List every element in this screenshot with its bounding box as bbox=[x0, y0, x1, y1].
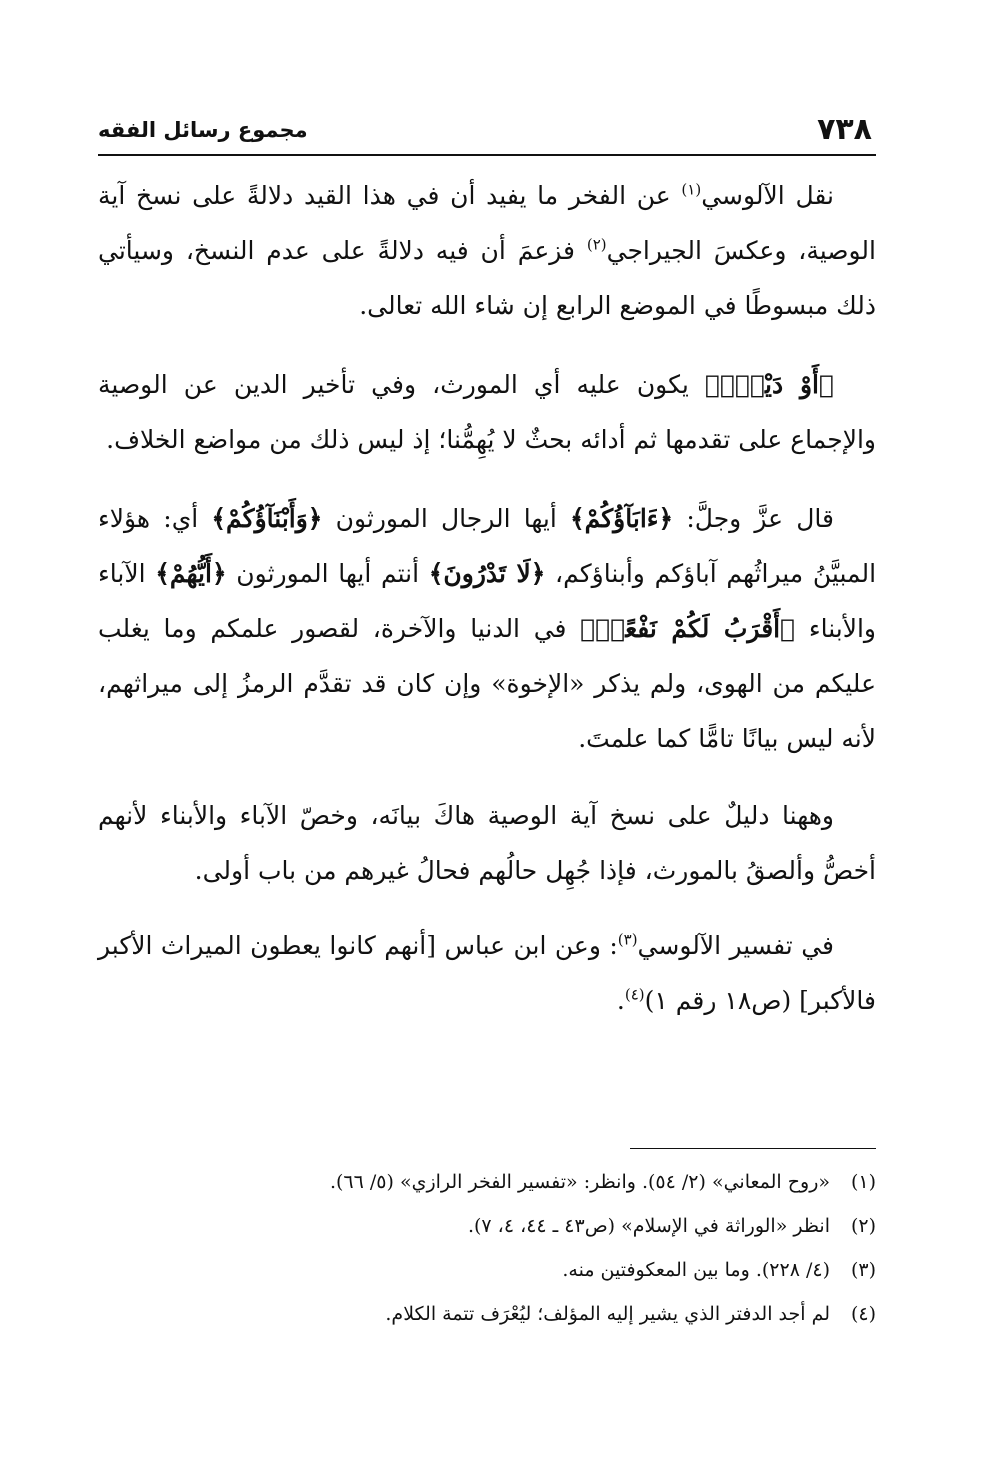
footnote-3 bbox=[98, 1248, 876, 1292]
paragraph-1-text-b: عن الفخر ما يفيد أن في هذا القيد دلالةً على نسخ آية الوصية، وعكسَ الجيراجي bbox=[98, 181, 876, 265]
paragraph-1-text-a: نقل الآلوسي bbox=[701, 181, 834, 210]
footnotes bbox=[98, 1160, 876, 1336]
quran-quote: ﴿أَوْ دَيْنٍۗ﴾ bbox=[705, 370, 835, 399]
footnote-ref-4: (٤) bbox=[624, 985, 645, 1004]
quran-quote: ﴿وَأَبْنَآؤُكُمْ﴾ bbox=[211, 504, 323, 533]
paragraph-3-text-f: في الدنيا والآخرة، لقصور علمكم وما يغلب عليكم من الهوى، ولم يذكر «الإخوة» وإن كان قد تقدَّم الرمزُ إلى ميراثهم، لأنه ليس بيانًا تامًّا كما علمتَ. bbox=[98, 614, 876, 753]
footnote-ref-2: (٢) bbox=[586, 235, 607, 254]
paragraph-5-text-c: . bbox=[616, 986, 625, 1015]
paragraph-1-text-c: فزعمَ أن فيه دلالةً على عدم النسخ، وسيأتي ذلك مبسوطًا في الموضع الرابع إن شاء الله تعالى. bbox=[98, 236, 876, 320]
footnote-text: لم أجد الدفتر الذي يشير إليه المؤلف؛ ليُعْرَف تتمة الكلام. bbox=[385, 1303, 830, 1325]
footnote-text: انظر «الوراثة في الإسلام» (ص٤٣ ـ ٤٤، ٤، ٧). bbox=[467, 1215, 830, 1237]
footnote-number: (٤) bbox=[850, 1303, 876, 1325]
paragraph-4: وههنا دليلٌ على نسخ آية الوصية هاكَ بيانَه، وخصّ الآباء والأبناء لأنهم أخصُّ وألصقُ بالمورث، فإذا جُهِل حالُهم فحالُ غيرهم من باب أولى. bbox=[98, 801, 876, 885]
paragraph-1 bbox=[98, 168, 876, 333]
quran-quote: ﴿أَيُّهُمْ﴾ bbox=[155, 559, 227, 588]
footnote-2 bbox=[98, 1204, 876, 1248]
footnote-text: «روح المعاني» (٢/ ٥٤). وانظر: «تفسير الفخر الرازي» (٥/ ٦٦). bbox=[329, 1171, 830, 1193]
paragraph-5-text-a: في تفسير الآلوسي bbox=[637, 931, 834, 960]
paragraph-3-text-d: أنتم أيها المورثون bbox=[226, 559, 429, 588]
paragraph-3-text-b: أيها الرجال المورثون bbox=[322, 504, 570, 533]
footnote-text: (٤/ ٢٢٨). وما بين المعكوفتين منه. bbox=[562, 1259, 830, 1281]
footnote-4 bbox=[98, 1292, 876, 1336]
footnote-1 bbox=[98, 1160, 876, 1204]
footnote-ref-3: (٣) bbox=[617, 930, 638, 949]
paragraph-3-text-a: قال عزَّ وجلَّ: bbox=[673, 504, 834, 533]
paragraph-3 bbox=[98, 491, 876, 766]
footnote-number: (٣) bbox=[850, 1259, 876, 1281]
paragraph-5-text-b: : وعن ابن عباس [أنهم كانوا يعطون الميراث الأكبر فالأكبر] (ص١٨ رقم ١) bbox=[98, 931, 876, 1015]
quran-quote: ﴿أَقْرَبُ لَكُمْ نَفْعًاۚ﴾ bbox=[580, 614, 796, 643]
quran-quote: ﴿لَا تَدْرُونَ﴾ bbox=[428, 559, 546, 588]
page-number: ٧٣٨ bbox=[817, 112, 872, 147]
running-title: مجموع رسائل الفقه bbox=[98, 118, 308, 142]
quran-quote: ﴿ءَابَآؤُكُمْ﴾ bbox=[569, 504, 674, 533]
paragraph-2-text: يكون عليه أي المورث، وفي تأخير الدين عن الوصية والإجماع على تقدمها ثم أدائه بحثٌ لا يُهِمُّنا؛ إذ ليس ذلك من مواضع الخلاف. bbox=[98, 370, 876, 454]
footnote-ref-1: (١) bbox=[681, 180, 702, 199]
footnote-number: (٢) bbox=[850, 1215, 876, 1237]
main-text bbox=[98, 168, 876, 1050]
paragraph-5 bbox=[98, 918, 876, 1028]
footnote-number: (١) bbox=[850, 1171, 876, 1193]
page-header bbox=[98, 108, 876, 156]
paragraph-3-text-c: أي: هؤلاء المبيَّنُ ميراثُهم آباؤكم وأبناؤكم، bbox=[98, 504, 877, 588]
paragraph-2 bbox=[98, 357, 876, 467]
paragraph-3-text-e: الآباء والأبناء bbox=[98, 559, 876, 643]
footnote-separator bbox=[630, 1148, 876, 1149]
